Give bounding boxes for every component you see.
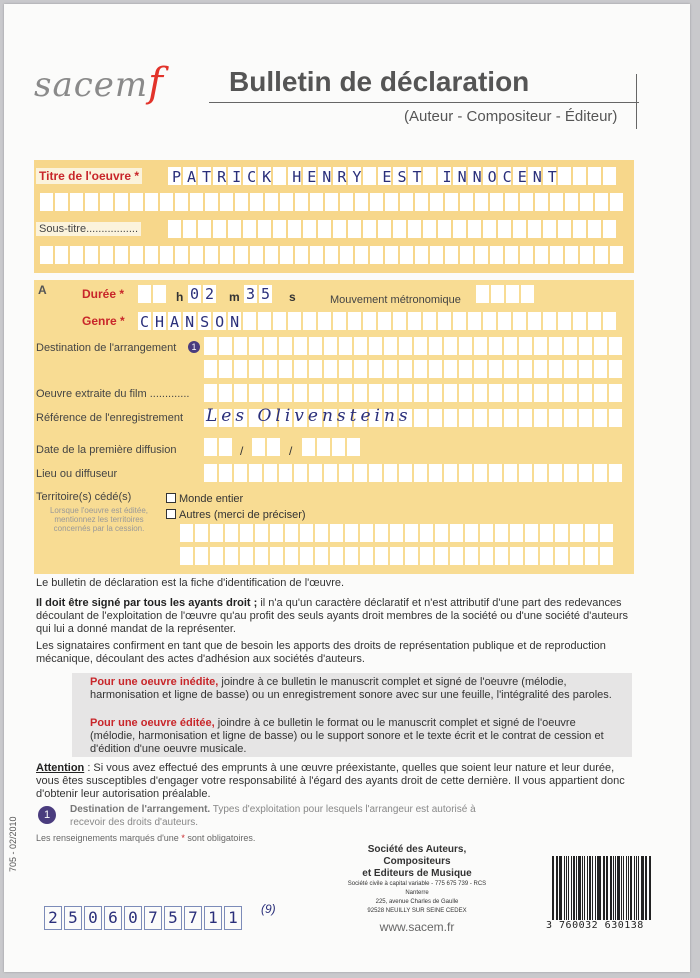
barcode-icon <box>552 856 652 920</box>
doc-digit: 7 <box>184 906 202 930</box>
form-reference-code: 705 - 02/2010 <box>8 816 18 872</box>
sacem-logo: sacemf <box>34 60 164 106</box>
page-title: Bulletin de déclaration <box>229 66 530 97</box>
intro-paragraph: Le bulletin de déclaration est la fiche d'identification de l'œuvre. <box>36 577 345 589</box>
doc-digit: 5 <box>164 906 182 930</box>
genre-label: Genre * <box>82 314 125 328</box>
territoire-hint: Lorsque l'oeuvre est éditée, mentionnez les territoires concernés par la cession. <box>49 506 149 533</box>
destination-cells-row2[interactable] <box>204 360 624 378</box>
society-name-line-1: Société des Auteurs, Compositeurs <box>367 844 467 867</box>
title-vertical-rule <box>636 74 637 129</box>
declaration-form-page <box>4 4 690 972</box>
soustitre-cells-row1[interactable] <box>168 220 618 238</box>
society-address-block <box>342 844 492 934</box>
option-monde-entier[interactable]: Monde entier <box>166 493 243 505</box>
date-separator-2: / <box>289 444 293 458</box>
enregistrement-value[interactable]: Les Olivensteins <box>206 406 412 426</box>
society-address-line-2: 92528 NEUILLY SUR SEINE CEDEX <box>367 908 467 914</box>
society-name-line-2: et Editeurs de Musique <box>362 868 472 879</box>
mouvement-label: Mouvement métronomique <box>330 294 461 306</box>
checkbox-monde[interactable] <box>166 493 176 503</box>
lieu-label: Lieu ou diffuseur <box>36 468 118 480</box>
duree-minutes-value[interactable]: 02 <box>190 285 221 303</box>
duree-minutes-unit: m <box>229 290 240 304</box>
date-label: Date de la première diffusion <box>36 444 177 456</box>
duree-hours-unit: h <box>176 290 184 304</box>
titre-value[interactable]: PATRICK HENRY EST INNOCENT <box>172 168 563 186</box>
document-number-suffix: (9) <box>261 902 276 916</box>
editee-paragraph: Pour une oeuvre éditée, joindre à ce bulletin le format ou le manuscrit complet et signé de l'oeuvre (mélodie, harmonisation et ligne de basse) ou le support sonore et le texte écrit et le contrat de cession et d'édition d'une oeuvre musicale. <box>90 717 604 755</box>
doc-digit: 5 <box>64 906 82 930</box>
duree-seconds-value[interactable]: 35 <box>246 285 277 303</box>
film-cells[interactable] <box>204 384 624 402</box>
duree-seconds-unit: s <box>289 290 296 304</box>
film-label: Oeuvre extraite du film ............. <box>36 388 190 400</box>
date-separator-1: / <box>240 444 244 458</box>
title-rule <box>209 102 639 103</box>
signataires-paragraph: Les signataires confirment en tant que de besoin les apports des droits de représentation publique et de reproduction mécanique, découlant des actes d'adhésion aux sociétés d'auteurs. <box>36 640 606 665</box>
society-legal: Société civile à capital variable - 775 675 739 - RCS Nanterre <box>347 881 487 896</box>
society-address-line-1: 225, avenue Charles de Gaulle <box>375 899 459 905</box>
soustitre-cells-row2[interactable] <box>40 246 625 264</box>
lieu-cells[interactable] <box>204 464 624 482</box>
doc-digit: 7 <box>144 906 162 930</box>
territoire-cells-row2[interactable] <box>180 547 615 565</box>
enregistrement-label: Référence de l'enregistrement <box>36 412 184 424</box>
doc-digit: 1 <box>224 906 242 930</box>
page-subtitle: (Auteur - Compositeur - Éditeur) <box>404 108 618 125</box>
inedite-paragraph: Pour une oeuvre inédite, joindre à ce bulletin le manuscrit complet et signé de l'oeuvre (mélodie, harmonisation et ligne de basse) ou un enregistrement sonore avec sur une feuille, l'intégralité des paroles. <box>90 676 612 701</box>
titre-label: Titre de l'oeuvre * <box>36 168 142 184</box>
website-link[interactable]: www.sacem.fr <box>379 920 455 934</box>
date-day-cells[interactable] <box>204 438 234 456</box>
soustitre-label: Sous-titre................. <box>36 222 141 236</box>
duree-hours-cells[interactable] <box>138 285 168 303</box>
destination-note-marker: 1 <box>188 341 200 353</box>
signature-paragraph: Il doit être signé par tous les ayants droit ; il n'a qu'un caractère déclaratif et n'est attributif d'une part des redevances découlant de l'exploitation de l'œuvre qu'au profit des seuls ayants droit membres de la société ou d'une société d'auteurs qui lui a donné mandat de la représenter. <box>36 597 629 635</box>
document-number <box>44 906 244 930</box>
date-year-cells[interactable] <box>302 438 362 456</box>
duree-label: Durée * <box>82 287 125 301</box>
doc-digit: 0 <box>84 906 102 930</box>
genre-value[interactable]: CHANSON <box>140 313 246 331</box>
destination-cells-row1[interactable] <box>204 337 624 355</box>
attention-paragraph: Attention : Si vous avez effectué des emprunts à une œuvre préexistante, quelles que soient leur nature et leur durée, vous êtes susceptibles d'engager votre responsabilité à l'égard des ayants droit de cette dernière. Il vous appartient donc d'obtenir leur autorisation préalable. <box>36 762 625 800</box>
doc-digit: 1 <box>204 906 222 930</box>
doc-digit: 6 <box>104 906 122 930</box>
titre-cells-row2[interactable] <box>40 193 625 211</box>
checkbox-autres[interactable] <box>166 509 176 519</box>
date-month-cells[interactable] <box>252 438 282 456</box>
territoire-cells-row1[interactable] <box>180 524 615 542</box>
option-autres[interactable]: Autres (merci de préciser) <box>166 509 306 521</box>
territoire-label: Territoire(s) cédé(s) <box>36 491 132 503</box>
note-marker: 1 <box>38 806 56 824</box>
doc-digit: 2 <box>44 906 62 930</box>
section-letter: A <box>38 283 47 297</box>
doc-digit: 0 <box>124 906 142 930</box>
required-footnote: Les renseignements marqués d'une * sont obligatoires. <box>36 833 256 843</box>
mouvement-cells[interactable] <box>476 285 536 303</box>
destination-label: Destination de l'arrangement <box>36 342 177 354</box>
destination-note: Destination de l'arrangement. Types d'exploitation pour lesquels l'arrangeur est autorisé à recevoir des droits d'auteurs. <box>70 804 476 828</box>
barcode-number: 3 760032 630138 <box>546 920 644 931</box>
